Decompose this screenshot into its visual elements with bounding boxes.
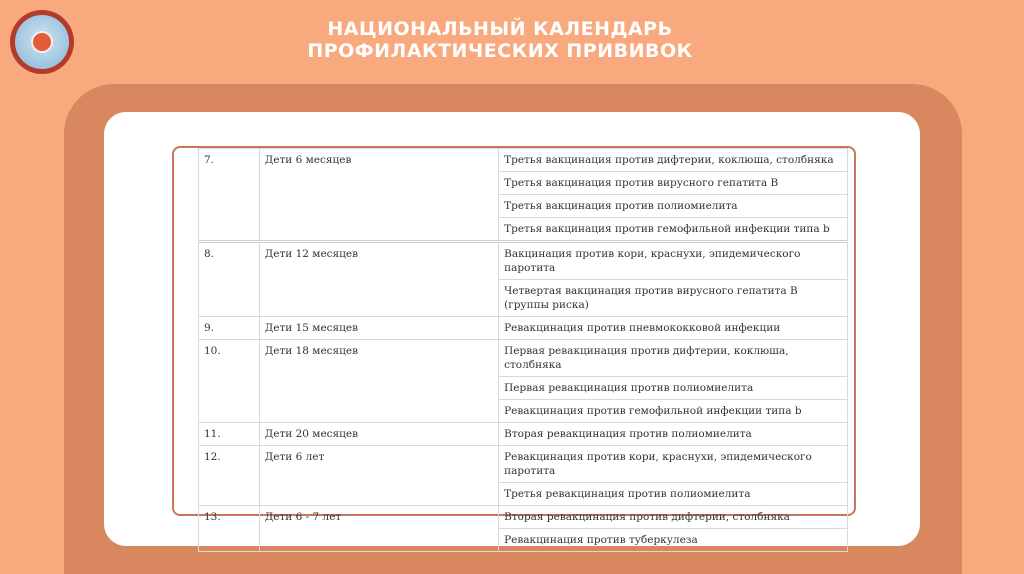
row-number: 8. — [199, 242, 260, 317]
schedule-table-body — [199, 149, 848, 552]
vaccination-item: Ревакцинация против пневмококковой инфекции — [499, 317, 848, 340]
vaccination-item: Третья ревакцинация против полиомиелита — [499, 483, 848, 506]
vaccination-item: Вакцинация против кори, краснухи, эпидемического паротита — [499, 242, 848, 280]
page-title-line-2: ПРОФИЛАКТИЧЕСКИХ ПРИВИВОК — [307, 40, 693, 62]
table-row — [199, 317, 848, 340]
age-group: Дети 15 месяцев — [259, 317, 498, 340]
logo-mark-icon — [31, 31, 53, 53]
table-row — [199, 506, 848, 529]
row-number: 11. — [199, 423, 260, 446]
logo-emblem-icon — [15, 15, 69, 69]
vaccination-item: Ревакцинация против гемофильной инфекции типа b — [499, 400, 848, 423]
logo — [10, 10, 74, 74]
vaccination-item: Третья вакцинация против дифтерии, коклюша, столбняка — [499, 149, 848, 172]
vaccination-item: Первая ревакцинация против полиомиелита — [499, 377, 848, 400]
row-number: 10. — [199, 340, 260, 423]
age-group: Дети 6 - 7 лет — [259, 506, 498, 552]
page-title-line-1: НАЦИОНАЛЬНЫЙ КАЛЕНДАРЬ — [327, 18, 673, 40]
table-row — [199, 423, 848, 446]
schedule-table-container — [172, 146, 856, 546]
vaccination-item: Вторая ревакцинация против дифтерии, столбняка — [499, 506, 848, 529]
age-group: Дети 6 лет — [259, 446, 498, 506]
vaccination-item: Третья вакцинация против гемофильной инфекции типа b — [499, 218, 848, 242]
schedule-table — [198, 148, 848, 552]
table-row — [199, 340, 848, 377]
age-group: Дети 20 месяцев — [259, 423, 498, 446]
table-row — [199, 242, 848, 280]
vaccination-item: Ревакцинация против туберкулеза — [499, 529, 848, 552]
table-row — [199, 149, 848, 172]
row-number: 7. — [199, 149, 260, 242]
row-number: 9. — [199, 317, 260, 340]
vaccination-item: Первая ревакцинация против дифтерии, коклюша, столбняка — [499, 340, 848, 377]
age-group: Дети 6 месяцев — [259, 149, 498, 242]
age-group: Дети 18 месяцев — [259, 340, 498, 423]
vaccination-item: Ревакцинация против кори, краснухи, эпидемического паротита — [499, 446, 848, 483]
page-title — [250, 18, 750, 62]
row-number: 13. — [199, 506, 260, 552]
vaccination-item: Третья вакцинация против вирусного гепатита В — [499, 172, 848, 195]
row-number: 12. — [199, 446, 260, 506]
vaccination-item: Третья вакцинация против полиомиелита — [499, 195, 848, 218]
vaccination-item: Четвертая вакцинация против вирусного гепатита В (группы риска) — [499, 280, 848, 317]
vaccination-item: Вторая ревакцинация против полиомиелита — [499, 423, 848, 446]
age-group: Дети 12 месяцев — [259, 242, 498, 317]
table-row — [199, 446, 848, 483]
